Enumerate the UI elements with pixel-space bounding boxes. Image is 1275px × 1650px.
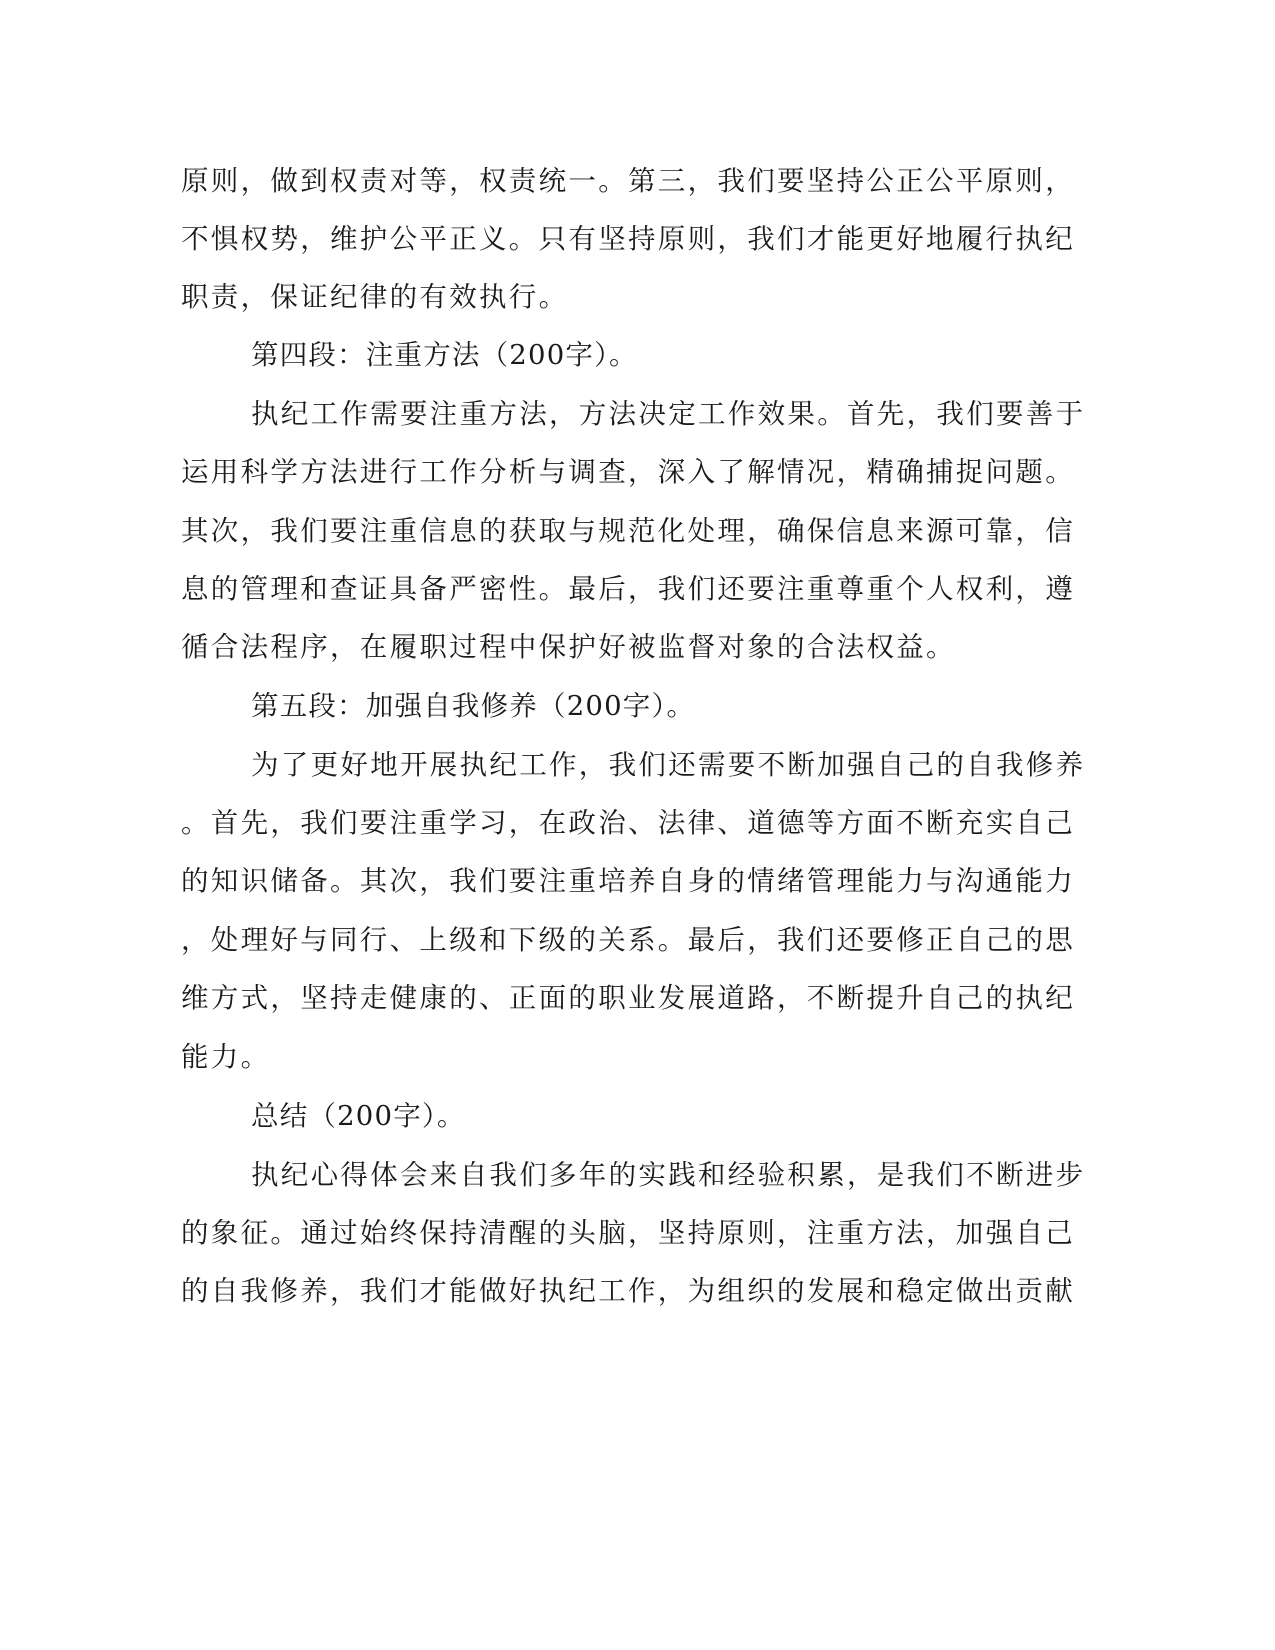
paragraph-line: 的自我修养，我们才能做好执纪工作，为组织的发展和稳定做出贡献	[181, 1275, 1075, 1307]
paragraph-line: 不惧权势，维护公平正义。只有坚持原则，我们才能更好地履行执纪	[181, 223, 1075, 255]
paragraph-line: 其次，我们要注重信息的获取与规范化处理，确保信息来源可靠，信	[181, 515, 1075, 547]
paragraph-line: 执纪心得体会来自我们多年的实践和经验积累，是我们不断进步	[251, 1159, 1086, 1191]
paragraph-line: 的象征。通过始终保持清醒的头脑，坚持原则，注重方法，加强自己	[181, 1217, 1075, 1249]
paragraph-line: 循合法程序，在履职过程中保护好被监督对象的合法权益。	[181, 631, 956, 663]
paragraph-line: 维方式，坚持走健康的、正面的职业发展道路，不断提升自己的执纪	[181, 982, 1075, 1014]
section-heading-summary: 总结（200字）。	[251, 1100, 466, 1132]
paragraph-line: 的知识储备。其次，我们要注重培养自身的情绪管理能力与沟通能力	[181, 865, 1075, 897]
section-heading-4: 第四段：注重方法（200字）。	[251, 339, 638, 371]
section-heading-5: 第五段：加强自我修养（200字）。	[251, 690, 696, 722]
paragraph-line: 为了更好地开展执纪工作，我们还需要不断加强自己的自我修养	[251, 749, 1086, 781]
paragraph-line: 职责，保证纪律的有效执行。	[181, 281, 569, 313]
paragraph-line: ，处理好与同行、上级和下级的关系。最后，我们还要修正自己的思	[181, 924, 1075, 956]
paragraph-line: 能力。	[181, 1041, 271, 1073]
paragraph-line: 息的管理和查证具备严密性。最后，我们还要注重尊重个人权利，遵	[181, 573, 1075, 605]
paragraph-line: 原则，做到权责对等，权责统一。第三，我们要坚持公正公平原则，	[181, 165, 1075, 197]
paragraph-line: 。首先，我们要注重学习，在政治、法律、道德等方面不断充实自己	[181, 807, 1075, 839]
paragraph-line: 运用科学方法进行工作分析与调查，深入了解情况，精确捕捉问题。	[181, 456, 1075, 488]
paragraph-line: 执纪工作需要注重方法，方法决定工作效果。首先，我们要善于	[251, 398, 1086, 430]
